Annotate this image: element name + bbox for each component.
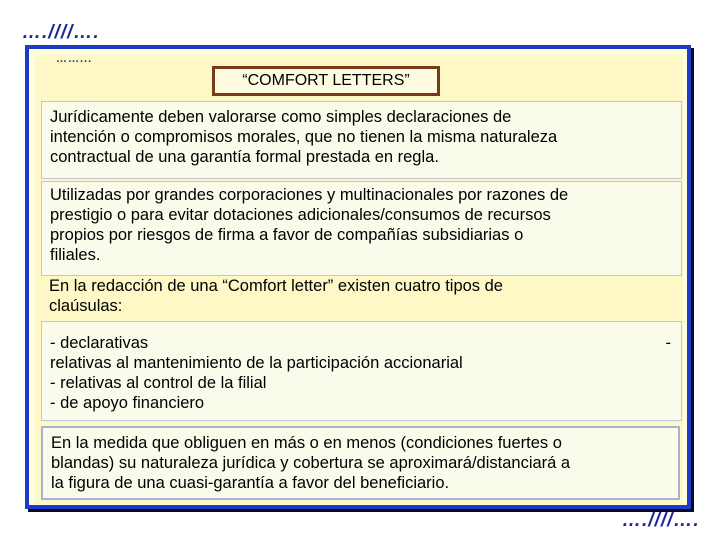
paragraph-conclusion bbox=[41, 426, 680, 500]
text-line: prestigio o para evitar dotaciones adicionales/consumos de recursos bbox=[50, 206, 551, 224]
text-line: Utilizadas por grandes corporaciones y multinacionales por razones de bbox=[50, 186, 569, 204]
text-line: blandas) su naturaleza jurídica y cobertura se aproximará/distanciará a bbox=[51, 454, 571, 472]
paragraph-clause-types bbox=[41, 276, 682, 318]
dots-decoration: ……... bbox=[56, 53, 93, 65]
text-line: contractual de una garantía formal prestada en regla. bbox=[50, 148, 439, 166]
text-line: la figura de una cuasi-garantía a favor del beneficiario. bbox=[51, 474, 450, 492]
clause-dash: - bbox=[665, 334, 671, 352]
clauses-list bbox=[41, 321, 682, 421]
text-line: intención o compromisos morales, que no tienen la misma naturaleza bbox=[50, 128, 558, 146]
clause-item: - de apoyo financiero bbox=[50, 394, 205, 412]
clause-item: - declarativas bbox=[50, 334, 149, 352]
paragraph-legal-nature bbox=[41, 101, 682, 179]
text-line: En la redacción de una “Comfort letter” existen cuatro tipos de bbox=[49, 277, 503, 295]
clause-item: - relativas al control de la filial bbox=[50, 374, 267, 392]
text-line: filiales. bbox=[50, 246, 101, 264]
clause-item: relativas al mantenimiento de la participación accionarial bbox=[50, 354, 463, 372]
text-line: En la medida que obliguen en más o en menos (condiciones fuertes o bbox=[51, 434, 562, 452]
text-line: claúsulas: bbox=[49, 297, 123, 315]
slide-title-text: “COMFORT LETTERS” bbox=[242, 72, 410, 89]
top-decoration: ….////…. bbox=[22, 22, 100, 43]
slide-title bbox=[212, 66, 440, 96]
text-line: Jurídicamente deben valorarse como simples declaraciones de bbox=[50, 108, 512, 126]
text-line: propios por riesgos de firma a favor de compañías subsidiarias o bbox=[50, 226, 524, 244]
bottom-decoration: ….////…. bbox=[622, 510, 700, 531]
paragraph-usage bbox=[41, 181, 682, 276]
